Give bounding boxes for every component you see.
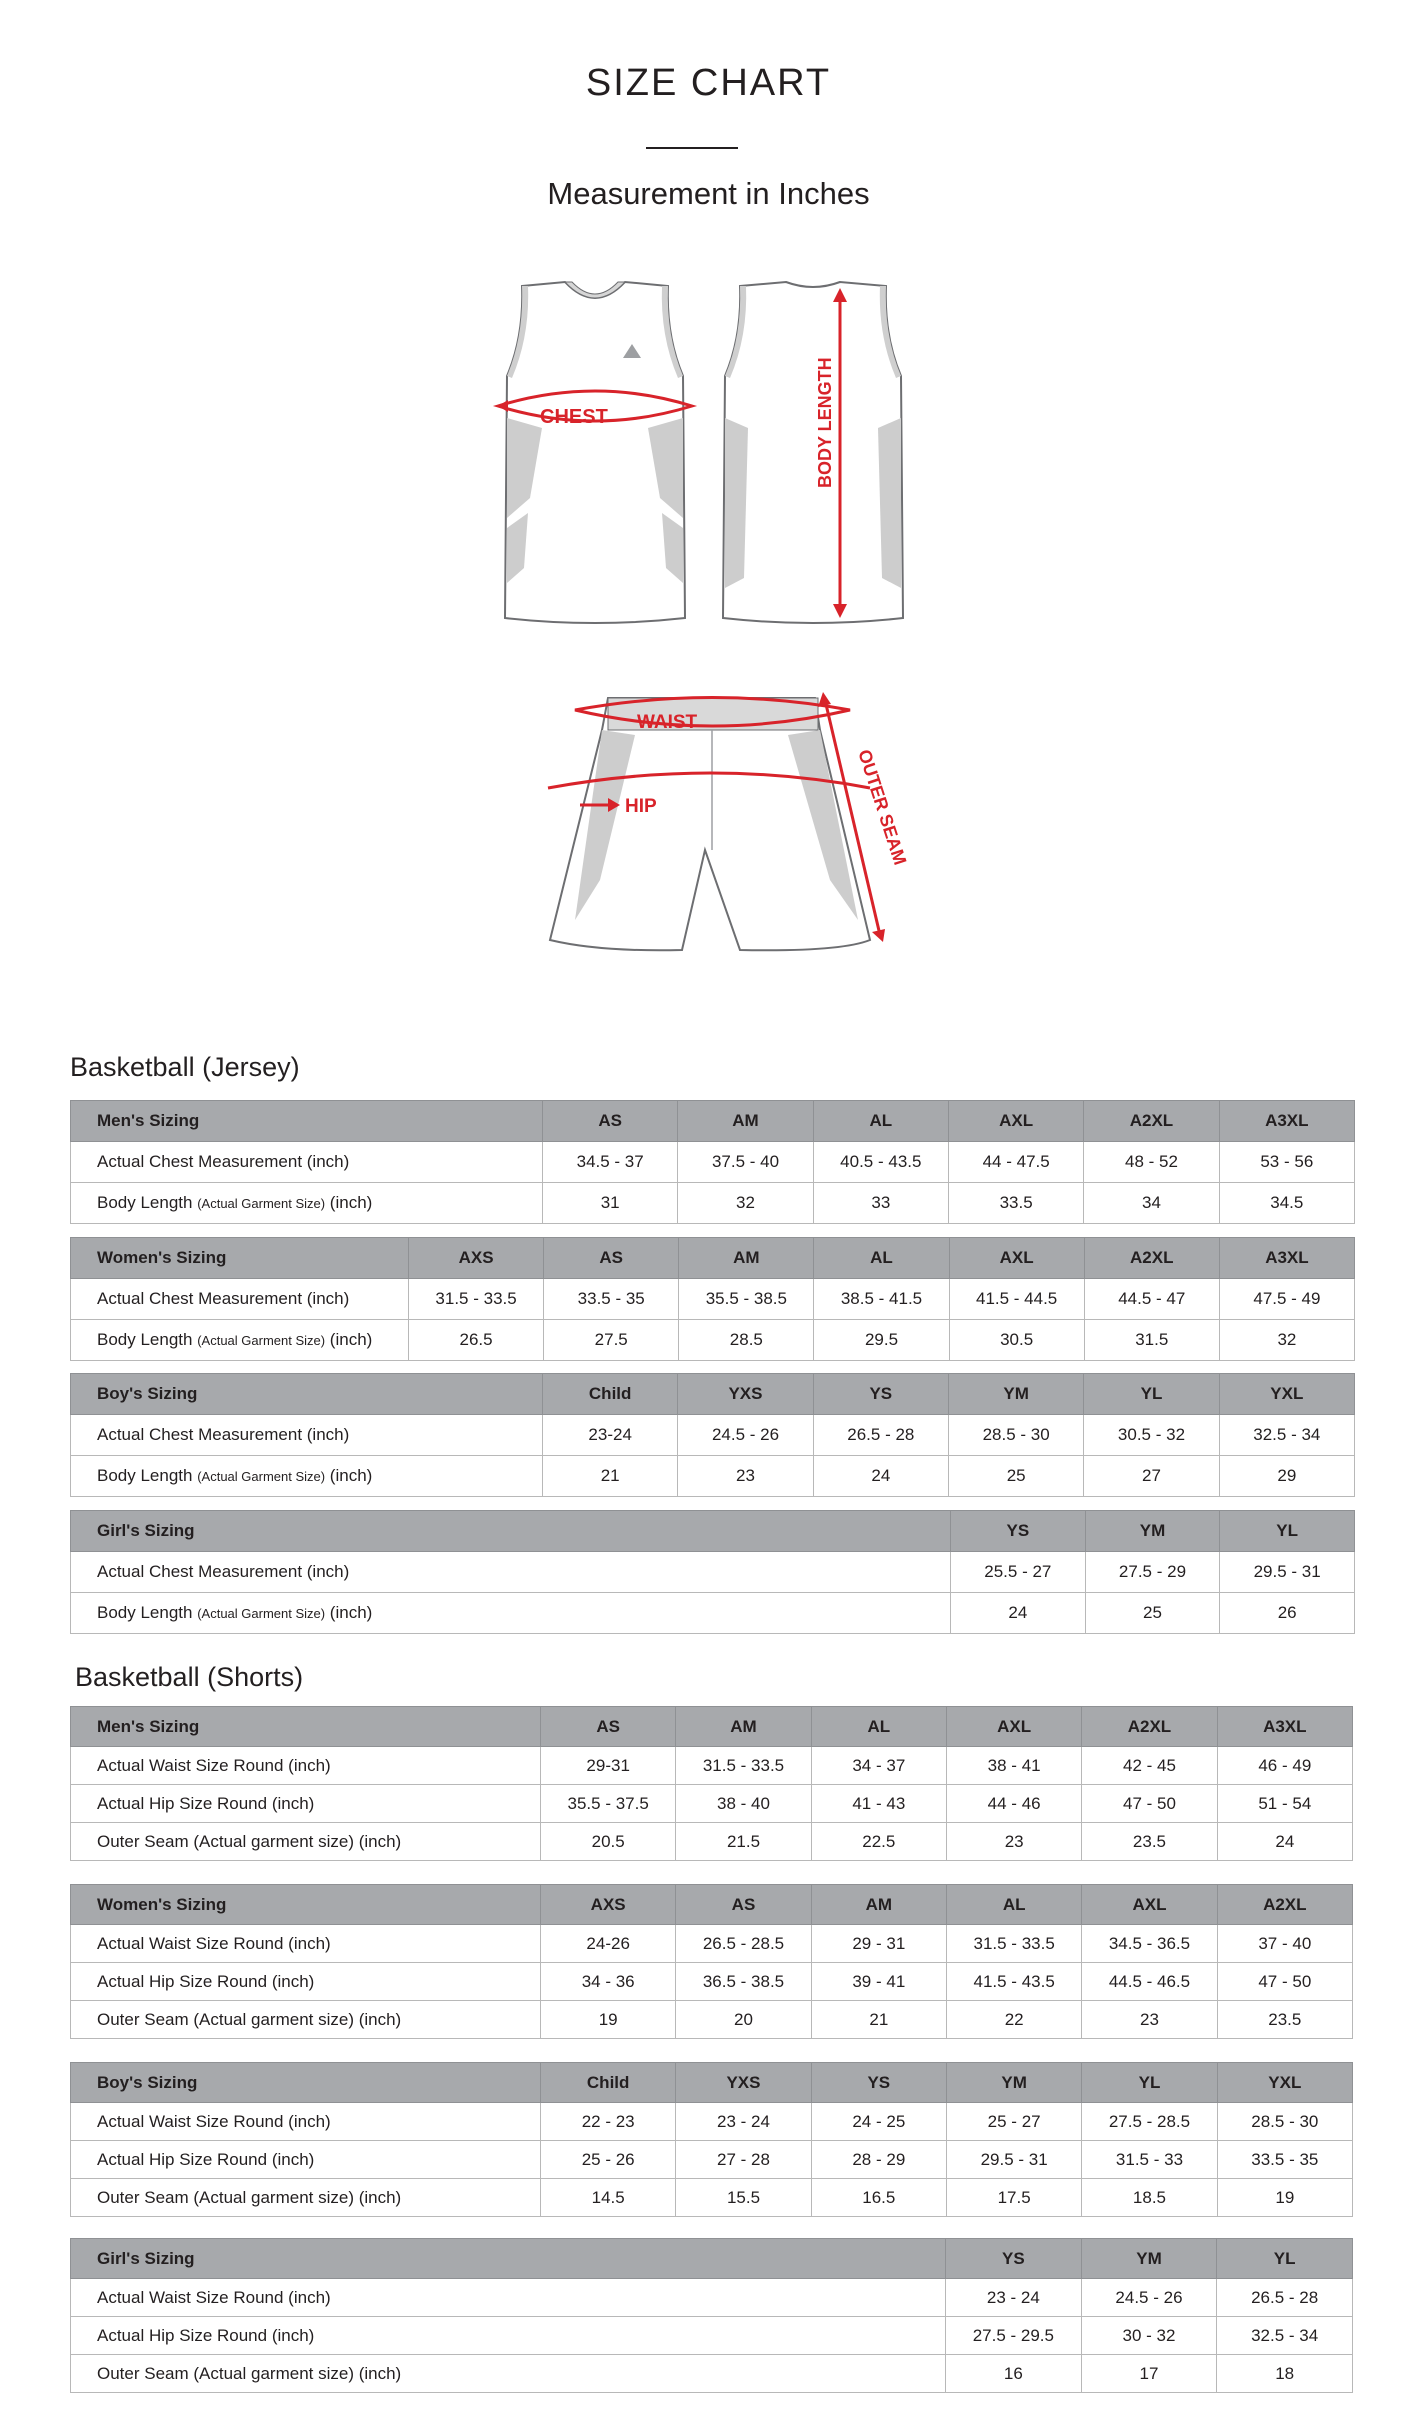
cell-value: 35.5 - 37.5 bbox=[541, 1785, 676, 1823]
cell-value: 15.5 bbox=[676, 2179, 811, 2217]
cell-value: 34 bbox=[1084, 1183, 1219, 1224]
cell-value: 31.5 - 33.5 bbox=[946, 1925, 1081, 1963]
hip-label: HIP bbox=[625, 796, 657, 817]
row-label: Body Length (Actual Garment Size) (inch) bbox=[71, 1183, 543, 1224]
jersey-mens-table bbox=[70, 1100, 1355, 1224]
row-label: Actual Chest Measurement (inch) bbox=[71, 1415, 543, 1456]
cell-value: 29.5 bbox=[814, 1320, 949, 1361]
size-header: AXL bbox=[949, 1238, 1084, 1279]
cell-value: 25 bbox=[1085, 1593, 1220, 1634]
title-divider bbox=[646, 147, 738, 149]
size-header: AM bbox=[811, 1885, 946, 1925]
size-header: A2XL bbox=[1082, 1707, 1217, 1747]
cell-value: 26.5 - 28 bbox=[813, 1415, 948, 1456]
cell-value: 44.5 - 47 bbox=[1084, 1279, 1219, 1320]
table-heading: Girl's Sizing bbox=[71, 2239, 946, 2279]
cell-value: 33 bbox=[813, 1183, 948, 1224]
size-header: AM bbox=[679, 1238, 814, 1279]
cell-value: 29-31 bbox=[541, 1747, 676, 1785]
cell-value: 18.5 bbox=[1082, 2179, 1217, 2217]
table-heading: Boy's Sizing bbox=[71, 1374, 543, 1415]
jersey-womens-table bbox=[70, 1237, 1355, 1361]
page-title: SIZE CHART bbox=[585, 62, 832, 104]
cell-value: 38 - 40 bbox=[676, 1785, 811, 1823]
size-header: AS bbox=[544, 1238, 679, 1279]
size-header: YS bbox=[813, 1374, 948, 1415]
cell-value: 20.5 bbox=[541, 1823, 676, 1861]
cell-value: 19 bbox=[541, 2001, 676, 2039]
size-header: AM bbox=[678, 1101, 813, 1142]
row-label: Outer Seam (Actual garment size) (inch) bbox=[71, 1823, 541, 1861]
body-length-label: BODY LENGTH bbox=[815, 357, 835, 488]
shorts-mens-table bbox=[70, 1706, 1353, 1861]
cell-value: 37 - 40 bbox=[1217, 1925, 1352, 1963]
row-label: Actual Waist Size Round (inch) bbox=[71, 1925, 541, 1963]
cell-value: 31.5 - 33 bbox=[1082, 2141, 1217, 2179]
cell-value: 31 bbox=[543, 1183, 678, 1224]
cell-value: 28.5 - 30 bbox=[948, 1415, 1083, 1456]
cell-value: 21 bbox=[811, 2001, 946, 2039]
jersey-girls-table bbox=[70, 1510, 1355, 1634]
size-header: AXL bbox=[946, 1707, 1081, 1747]
table-heading: Women's Sizing bbox=[71, 1238, 409, 1279]
size-header: YS bbox=[811, 2063, 946, 2103]
chest-label: CHEST bbox=[540, 406, 608, 428]
cell-value: 32 bbox=[1219, 1320, 1354, 1361]
cell-value: 23-24 bbox=[543, 1415, 678, 1456]
row-label: Outer Seam (Actual garment size) (inch) bbox=[71, 2355, 946, 2393]
row-label: Actual Waist Size Round (inch) bbox=[71, 2103, 541, 2141]
cell-value: 32.5 - 34 bbox=[1219, 1415, 1354, 1456]
table-heading: Girl's Sizing bbox=[71, 1511, 951, 1552]
cell-value: 24 bbox=[1217, 1823, 1352, 1861]
cell-value: 33.5 bbox=[948, 1183, 1083, 1224]
outer-seam-label: OUTER SEAM bbox=[854, 747, 910, 868]
cell-value: 27 bbox=[1084, 1456, 1219, 1497]
size-header: AXS bbox=[541, 1885, 676, 1925]
cell-value: 23 bbox=[678, 1456, 813, 1497]
cell-value: 28 - 29 bbox=[811, 2141, 946, 2179]
cell-value: 20 bbox=[676, 2001, 811, 2039]
jersey-boys-table bbox=[70, 1373, 1355, 1497]
row-label: Actual Hip Size Round (inch) bbox=[71, 1963, 541, 2001]
size-header: YXS bbox=[678, 1374, 813, 1415]
size-header: YS bbox=[951, 1511, 1086, 1552]
cell-value: 23.5 bbox=[1082, 1823, 1217, 1861]
cell-value: 23 bbox=[946, 1823, 1081, 1861]
cell-value: 29.5 - 31 bbox=[1220, 1552, 1355, 1593]
cell-value: 25 bbox=[948, 1456, 1083, 1497]
shorts-girls-table bbox=[70, 2238, 1353, 2393]
cell-value: 46 - 49 bbox=[1217, 1747, 1352, 1785]
cell-value: 31.5 bbox=[1084, 1320, 1219, 1361]
cell-value: 23 - 24 bbox=[946, 2279, 1082, 2317]
row-label: Actual Chest Measurement (inch) bbox=[71, 1552, 951, 1593]
size-header: AXL bbox=[948, 1101, 1083, 1142]
row-label: Actual Waist Size Round (inch) bbox=[71, 1747, 541, 1785]
shorts-illustration bbox=[540, 680, 910, 1000]
size-header: A2XL bbox=[1084, 1101, 1219, 1142]
size-header: YM bbox=[1081, 2239, 1217, 2279]
cell-value: 27.5 - 28.5 bbox=[1082, 2103, 1217, 2141]
cell-value: 16 bbox=[946, 2355, 1082, 2393]
size-header: Child bbox=[543, 1374, 678, 1415]
table-heading: Women's Sizing bbox=[71, 1885, 541, 1925]
cell-value: 16.5 bbox=[811, 2179, 946, 2217]
cell-value: 34 - 36 bbox=[541, 1963, 676, 2001]
size-header: YS bbox=[946, 2239, 1082, 2279]
cell-value: 32.5 - 34 bbox=[1217, 2317, 1353, 2355]
cell-value: 17 bbox=[1081, 2355, 1217, 2393]
table-heading: Men's Sizing bbox=[71, 1707, 541, 1747]
cell-value: 44 - 46 bbox=[946, 1785, 1081, 1823]
size-header: AS bbox=[543, 1101, 678, 1142]
cell-value: 28.5 - 30 bbox=[1217, 2103, 1352, 2141]
table-heading: Boy's Sizing bbox=[71, 2063, 541, 2103]
size-header: YM bbox=[946, 2063, 1081, 2103]
cell-value: 30 - 32 bbox=[1081, 2317, 1217, 2355]
row-label: Body Length (Actual Garment Size) (inch) bbox=[71, 1593, 951, 1634]
row-label: Outer Seam (Actual garment size) (inch) bbox=[71, 2179, 541, 2217]
cell-value: 29 - 31 bbox=[811, 1925, 946, 1963]
jersey-section-title: Basketball (Jersey) bbox=[70, 1052, 300, 1082]
cell-value: 38 - 41 bbox=[946, 1747, 1081, 1785]
size-header: A3XL bbox=[1219, 1238, 1354, 1279]
size-header: A2XL bbox=[1217, 1885, 1352, 1925]
size-header: YXL bbox=[1219, 1374, 1354, 1415]
cell-value: 22 - 23 bbox=[541, 2103, 676, 2141]
cell-value: 34 - 37 bbox=[811, 1747, 946, 1785]
size-header: AS bbox=[676, 1885, 811, 1925]
cell-value: 32 bbox=[678, 1183, 813, 1224]
cell-value: 18 bbox=[1217, 2355, 1353, 2393]
cell-value: 26.5 bbox=[409, 1320, 544, 1361]
size-header: YL bbox=[1217, 2239, 1353, 2279]
cell-value: 26.5 - 28.5 bbox=[676, 1925, 811, 1963]
cell-value: 25 - 27 bbox=[946, 2103, 1081, 2141]
cell-value: 38.5 - 41.5 bbox=[814, 1279, 949, 1320]
size-header: YM bbox=[948, 1374, 1083, 1415]
size-header: AXL bbox=[1082, 1885, 1217, 1925]
cell-value: 24 bbox=[813, 1456, 948, 1497]
size-header: A2XL bbox=[1084, 1238, 1219, 1279]
cell-value: 53 - 56 bbox=[1219, 1142, 1354, 1183]
size-header: YL bbox=[1082, 2063, 1217, 2103]
cell-value: 27 - 28 bbox=[676, 2141, 811, 2179]
cell-value: 24 - 25 bbox=[811, 2103, 946, 2141]
size-header: AM bbox=[676, 1707, 811, 1747]
jersey-back-illustration bbox=[708, 278, 918, 628]
size-header: AXS bbox=[409, 1238, 544, 1279]
cell-value: 44 - 47.5 bbox=[948, 1142, 1083, 1183]
row-label: Actual Hip Size Round (inch) bbox=[71, 2317, 946, 2355]
page-subtitle: Measurement in Inches bbox=[547, 176, 870, 211]
cell-value: 51 - 54 bbox=[1217, 1785, 1352, 1823]
cell-value: 35.5 - 38.5 bbox=[679, 1279, 814, 1320]
cell-value: 31.5 - 33.5 bbox=[676, 1747, 811, 1785]
cell-value: 33.5 - 35 bbox=[544, 1279, 679, 1320]
cell-value: 27.5 - 29.5 bbox=[946, 2317, 1082, 2355]
cell-value: 44.5 - 46.5 bbox=[1082, 1963, 1217, 2001]
size-header: A3XL bbox=[1217, 1707, 1352, 1747]
cell-value: 41 - 43 bbox=[811, 1785, 946, 1823]
cell-value: 34.5 - 37 bbox=[543, 1142, 678, 1183]
cell-value: 22.5 bbox=[811, 1823, 946, 1861]
cell-value: 22 bbox=[946, 2001, 1081, 2039]
cell-value: 47 - 50 bbox=[1082, 1785, 1217, 1823]
size-header: AL bbox=[814, 1238, 949, 1279]
shorts-womens-table bbox=[70, 1884, 1353, 2039]
size-header: A3XL bbox=[1219, 1101, 1354, 1142]
waist-label: WAIST bbox=[637, 712, 698, 733]
cell-value: 23.5 bbox=[1217, 2001, 1352, 2039]
cell-value: 36.5 - 38.5 bbox=[676, 1963, 811, 2001]
size-header: Child bbox=[541, 2063, 676, 2103]
cell-value: 39 - 41 bbox=[811, 1963, 946, 2001]
cell-value: 25 - 26 bbox=[541, 2141, 676, 2179]
row-label: Outer Seam (Actual garment size) (inch) bbox=[71, 2001, 541, 2039]
cell-value: 26 bbox=[1220, 1593, 1355, 1634]
cell-value: 25.5 - 27 bbox=[951, 1552, 1086, 1593]
cell-value: 37.5 - 40 bbox=[678, 1142, 813, 1183]
cell-value: 19 bbox=[1217, 2179, 1352, 2217]
cell-value: 33.5 - 35 bbox=[1217, 2141, 1352, 2179]
size-header: YXL bbox=[1217, 2063, 1352, 2103]
cell-value: 21.5 bbox=[676, 1823, 811, 1861]
row-label: Actual Chest Measurement (inch) bbox=[71, 1142, 543, 1183]
size-header: AL bbox=[811, 1707, 946, 1747]
cell-value: 41.5 - 44.5 bbox=[949, 1279, 1084, 1320]
jersey-front-illustration bbox=[490, 278, 700, 628]
cell-value: 40.5 - 43.5 bbox=[813, 1142, 948, 1183]
size-header: YL bbox=[1220, 1511, 1355, 1552]
cell-value: 30.5 bbox=[949, 1320, 1084, 1361]
cell-value: 41.5 - 43.5 bbox=[946, 1963, 1081, 2001]
cell-value: 27.5 bbox=[544, 1320, 679, 1361]
shorts-section-title: Basketball (Shorts) bbox=[75, 1662, 304, 1692]
size-header: YL bbox=[1084, 1374, 1219, 1415]
cell-value: 21 bbox=[543, 1456, 678, 1497]
row-label: Actual Waist Size Round (inch) bbox=[71, 2279, 946, 2317]
cell-value: 17.5 bbox=[946, 2179, 1081, 2217]
size-header: AL bbox=[813, 1101, 948, 1142]
size-header: YM bbox=[1085, 1511, 1220, 1552]
cell-value: 24.5 - 26 bbox=[1081, 2279, 1217, 2317]
cell-value: 34.5 - 36.5 bbox=[1082, 1925, 1217, 1963]
cell-value: 47.5 - 49 bbox=[1219, 1279, 1354, 1320]
cell-value: 14.5 bbox=[541, 2179, 676, 2217]
row-label: Actual Chest Measurement (inch) bbox=[71, 1279, 409, 1320]
row-label: Actual Hip Size Round (inch) bbox=[71, 2141, 541, 2179]
size-header: AS bbox=[541, 1707, 676, 1747]
cell-value: 24.5 - 26 bbox=[678, 1415, 813, 1456]
cell-value: 24 bbox=[951, 1593, 1086, 1634]
cell-value: 29.5 - 31 bbox=[946, 2141, 1081, 2179]
cell-value: 23 bbox=[1082, 2001, 1217, 2039]
size-header: YXS bbox=[676, 2063, 811, 2103]
row-label: Body Length (Actual Garment Size) (inch) bbox=[71, 1456, 543, 1497]
shorts-boys-table bbox=[70, 2062, 1353, 2217]
cell-value: 29 bbox=[1219, 1456, 1354, 1497]
cell-value: 31.5 - 33.5 bbox=[409, 1279, 544, 1320]
cell-value: 23 - 24 bbox=[676, 2103, 811, 2141]
row-label: Actual Hip Size Round (inch) bbox=[71, 1785, 541, 1823]
cell-value: 27.5 - 29 bbox=[1085, 1552, 1220, 1593]
cell-value: 48 - 52 bbox=[1084, 1142, 1219, 1183]
size-header: AL bbox=[946, 1885, 1081, 1925]
cell-value: 28.5 bbox=[679, 1320, 814, 1361]
cell-value: 26.5 - 28 bbox=[1217, 2279, 1353, 2317]
cell-value: 47 - 50 bbox=[1217, 1963, 1352, 2001]
cell-value: 42 - 45 bbox=[1082, 1747, 1217, 1785]
cell-value: 30.5 - 32 bbox=[1084, 1415, 1219, 1456]
cell-value: 24-26 bbox=[541, 1925, 676, 1963]
cell-value: 34.5 bbox=[1219, 1183, 1354, 1224]
table-heading: Men's Sizing bbox=[71, 1101, 543, 1142]
row-label: Body Length (Actual Garment Size) (inch) bbox=[71, 1320, 409, 1361]
